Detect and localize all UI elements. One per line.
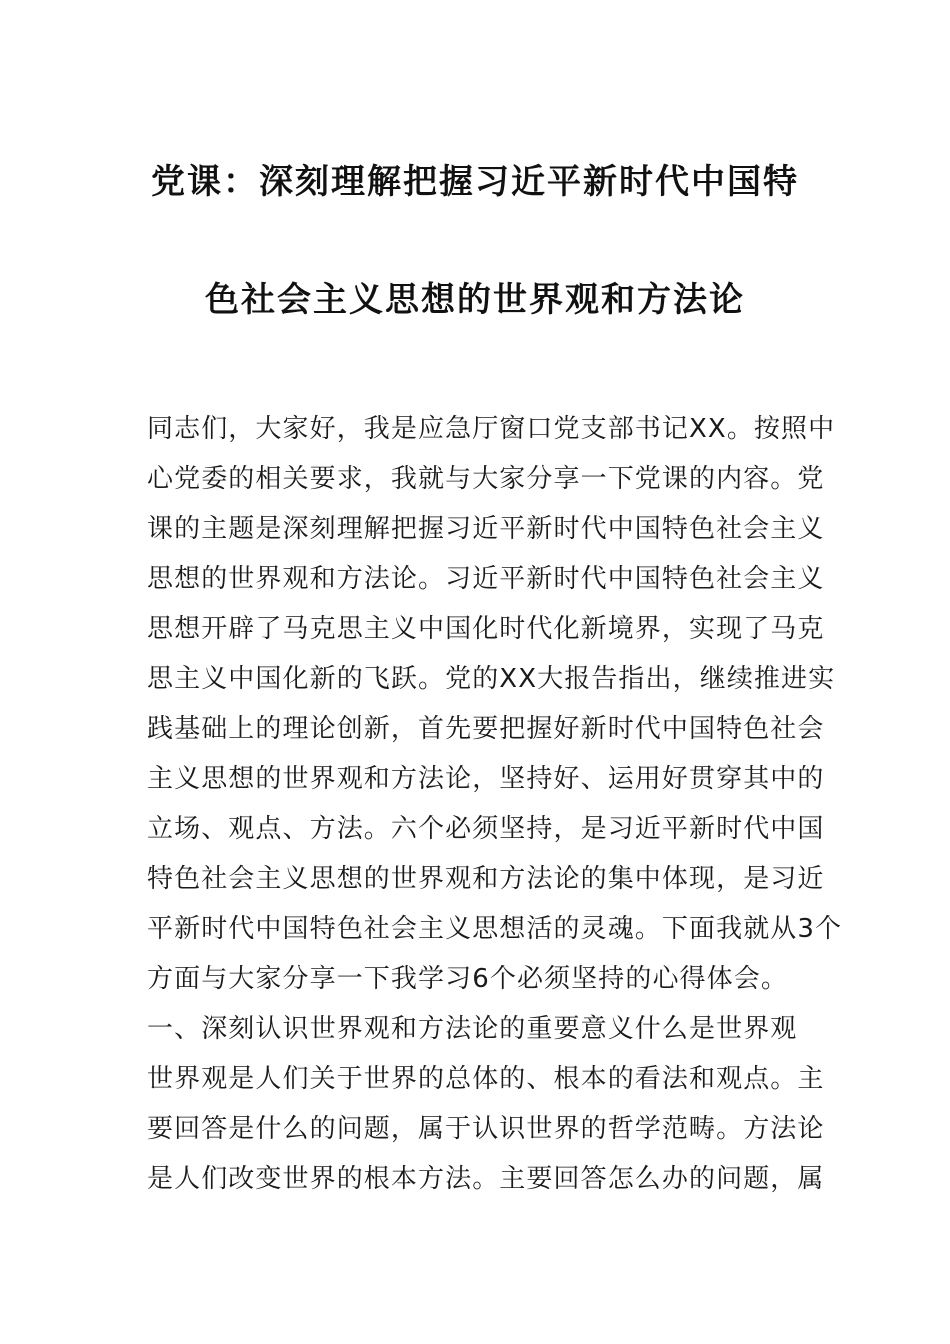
body-text-line: 心党委的相关要求，我就与大家分享一下党课的内容。党	[147, 464, 825, 494]
body-text-line: 世界观是人们关于世界的总体的、根本的看法和观点。主	[147, 1064, 825, 1094]
body-text-line: 主义思想的世界观和方法论，坚持好、运用好贯穿其中的	[147, 764, 825, 794]
document-title-line-1: 党课：深刻理解把握习近平新时代中国特	[151, 162, 799, 202]
body-text-line: 同志们，大家好，我是应急厅窗口党支部书记XX。按照中	[147, 414, 836, 444]
body-text-line: 践基础上的理论创新，首先要把握好新时代中国特色社会	[147, 714, 825, 744]
section-heading: 一、深刻认识世界观和方法论的重要意义什么是世界观	[147, 1014, 798, 1044]
body-text-line: 思主义中国化新的飞跃。党的XX大报告指出，继续推进实	[147, 664, 836, 694]
body-text-line: 是人们改变世界的根本方法。主要回答怎么办的问题，属	[147, 1164, 825, 1194]
body-text-line: 立场、观点、方法。六个必须坚持，是习近平新时代中国	[147, 814, 825, 844]
body-text-line: 要回答是什么的问题，属于认识世界的哲学范畴。方法论	[147, 1114, 825, 1144]
body-text-line: 思想的世界观和方法论。习近平新时代中国特色社会主义	[147, 564, 825, 594]
body-text-line: 方面与大家分享一下我学习6个必须坚持的心得体会。	[147, 964, 788, 994]
body-text-line: 特色社会主义思想的世界观和方法论的集中体现，是习近	[147, 864, 825, 894]
document-title-line-2: 色社会主义思想的世界观和方法论	[205, 280, 745, 320]
body-text-line: 课的主题是深刻理解把握习近平新时代中国特色社会主义	[147, 514, 825, 544]
body-text-line: 平新时代中国特色社会主义思想活的灵魂。下面我就从3个	[147, 914, 843, 944]
body-text-line: 思想开辟了马克思主义中国化时代化新境界，实现了马克	[147, 614, 825, 644]
